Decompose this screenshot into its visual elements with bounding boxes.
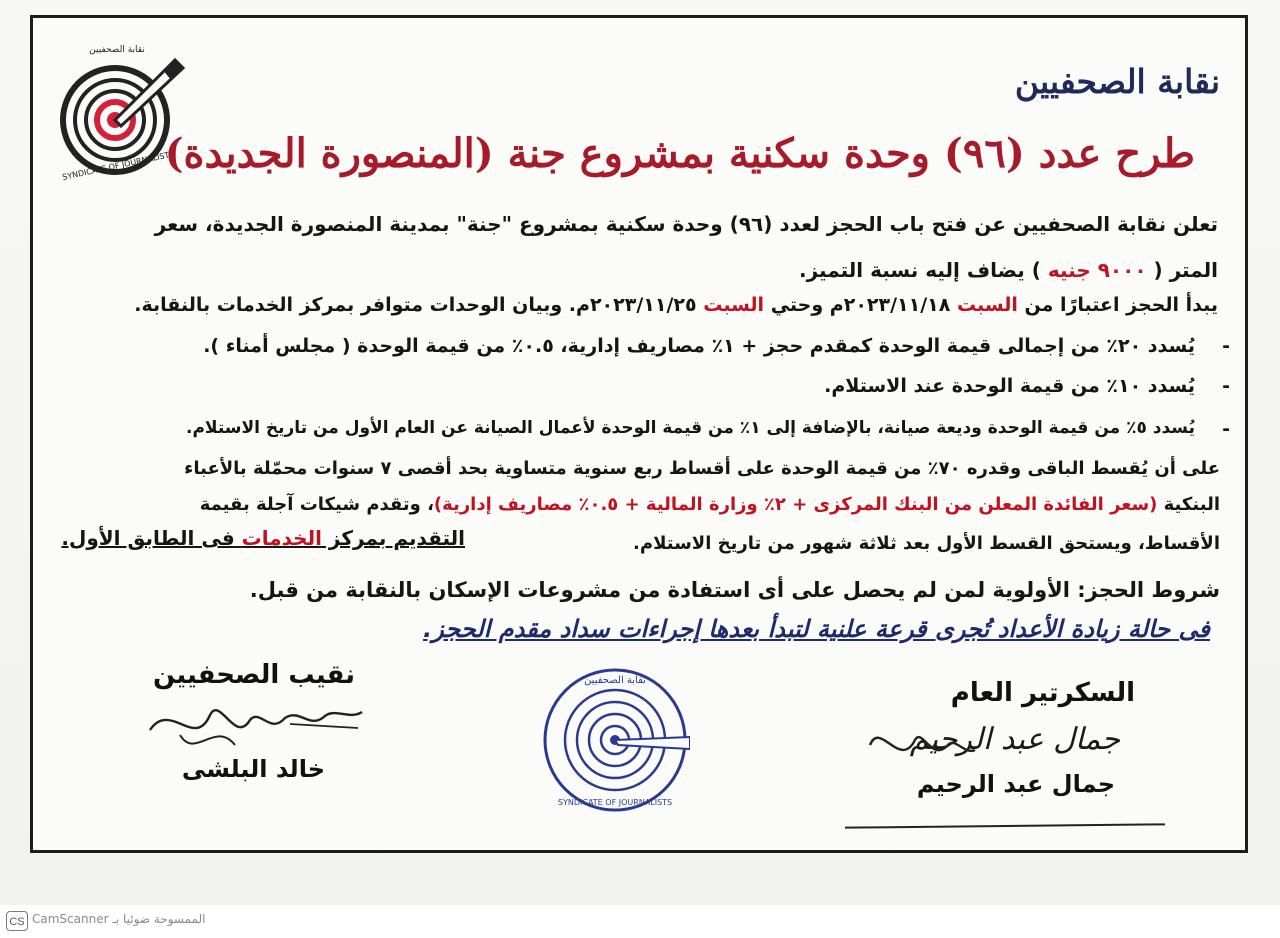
bullet-1-text: يُسدد ٢٠٪ من إجمالى قيمة الوحدة كمقدم حجز + ١٪ مصاريف إدارية، ٠.٥٪ من قيمة الوحدة ( مجلس أمناء ). [203,335,1195,357]
intro-line-2-a: المتر ( [1146,258,1218,282]
right-signature-scribble [860,715,980,775]
intro-line-1: تعلن نقابة الصحفيين عن فتح باب الحجز لعدد (٩٦) وحدة سكنية بمشروع "جنة" بمدينة المنصورة الجديدة، سعر [154,212,1218,236]
right-signature-handwriting: جمال عبد الرحيم [909,722,1120,757]
apply-services: الخدمات [241,526,322,550]
booking-day-1: السبت [957,294,1018,316]
left-signatory-title: نقيب الصحفيين [152,660,355,690]
organization-title: نقابة الصحفيين [1014,62,1220,101]
bullet-3-dash: - [1222,418,1230,440]
camscanner-caption [32,912,205,926]
price-per-meter: ٩٠٠٠ جنيه [1047,258,1147,282]
right-signatory-title: السكرتير العام [950,678,1135,708]
intro-line-2-b: ) يضاف إليه نسبة التميز. [799,258,1048,282]
apply-a: التقديم بمركز [321,526,465,550]
bullet-2-text: يُسدد ١٠٪ من قيمة الوحدة عند الاستلام. [824,375,1195,397]
booking-day-2: السبت [703,294,765,316]
installments-line-1: على أن يُقسط الباقى وقدره ٧٠٪ من قيمة الوحدة على أقساط ربع سنوية متساوية بحد أقصى ٧ سنوات محمّلة بالأعباء [184,458,1220,479]
bullet-2-dash: - [1222,375,1230,397]
stamp-bottom-text: SYNDICATE OF JOURNALISTS [557,798,673,807]
installments-line-2-a: البنكية [1157,494,1220,515]
installments-line-3: الأقساط، ويستحق القسط الأول بعد ثلاثة شهور من تاريخ الاستلام. [633,533,1220,554]
left-signature-scribble [140,690,370,760]
intro-line-2 [799,258,1218,282]
camscanner-logo-icon: CS [6,911,28,931]
installments-line-2 [200,494,1220,515]
booking-c: ٢٠٢٣/١١/٢٥م. وبيان الوحدات متوافر بمركز الخدمات بالنقابة. [134,294,704,316]
logo-ring-text: SYNDICATE OF JOURNALISTS [61,149,176,182]
camscanner-label: CamScanner [32,912,109,926]
booking-b: ٢٠٢٣/١١/١٨م وحتي [764,294,957,316]
official-stamp-icon [540,665,690,815]
booking-conditions: شروط الحجز: الأولوية لمن لم يحصل على أى استفادة من مشروعات الإسكان بالنقابة من قبل. [249,578,1220,602]
stamp-top-text: نقابة الصحفيين [584,675,646,686]
lottery-note: فى حالة زيادة الأعداد تُجرى قرعة علنية لتبدأ بعدها إجراءات سداد مقدم الحجز. [423,615,1210,643]
camscanner-prefix: الممسوحة ضوئيا بـ [112,912,206,926]
booking-dates [134,294,1218,316]
installments-line-2-b: ، وتقدم شيكات آجلة بقيمة [199,494,434,515]
left-signatory-name: خالد البلشى [181,755,325,783]
bullet-3-text: يُسدد ٥٪ من قيمة الوحدة وديعة صيانة، بالإضافة إلى ١٪ من قيمة الوحدة لأعمال الصيانة عن العام الأول من تاريخ الاستلام. [186,418,1195,438]
apply-location [61,526,465,550]
booking-a: يبدأ الحجز اعتبارًا من [1017,294,1218,316]
logo-top-text: نقابة الصحفيين [89,45,145,55]
headline: طرح عدد (٩٦) وحدة سكنية بمشروع جنة (المنصورة الجديدة) [164,130,1195,177]
apply-b: فى الطابق الأول. [61,526,242,550]
bullet-1-dash: - [1222,335,1230,357]
interest-terms: (سعر الفائدة المعلن من البنك المركزى + ٢٪ وزارة المالية + ٠.٥٪ مصاريف إدارية) [433,494,1158,515]
right-signatory-name: جمال عبد الرحيم [916,770,1115,798]
